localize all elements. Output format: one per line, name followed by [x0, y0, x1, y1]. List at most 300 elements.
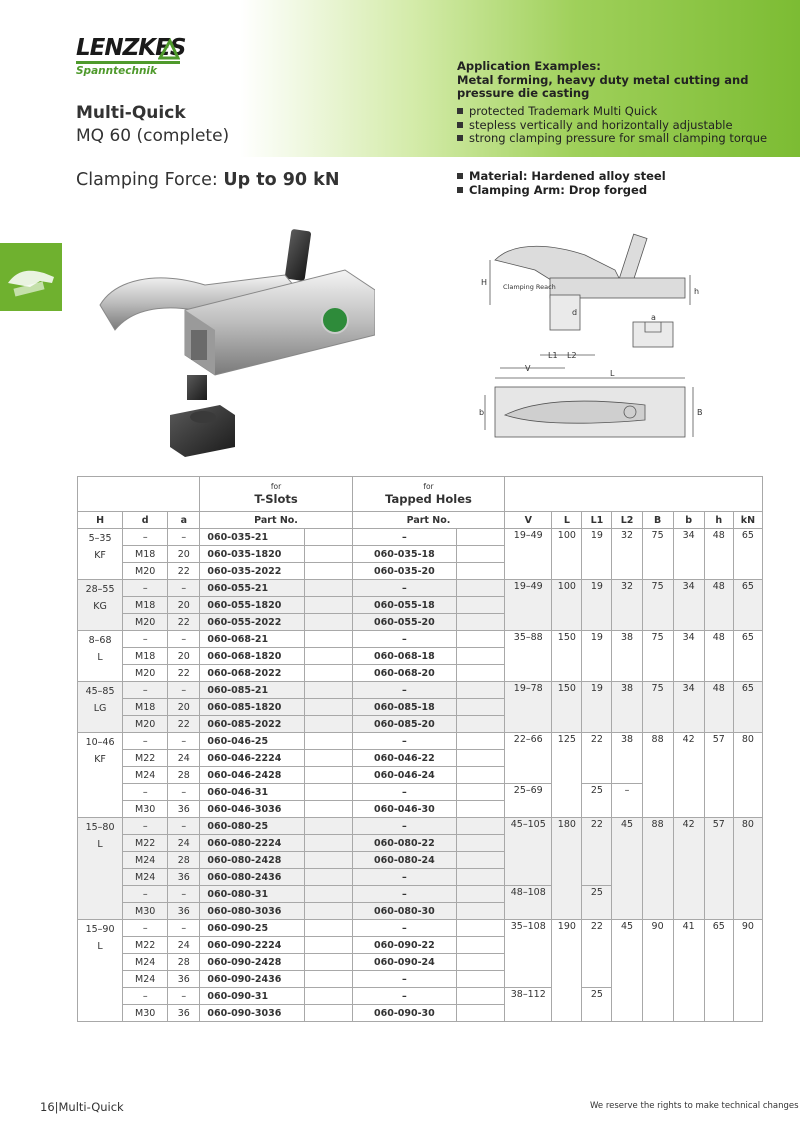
- material-list: [457, 170, 666, 197]
- cell-part-tapped: –: [352, 886, 456, 903]
- cell-d: M24: [123, 954, 168, 971]
- table-row: [78, 920, 763, 937]
- cell-part-tapped: –: [352, 784, 456, 801]
- cell-b: 41: [673, 920, 704, 1022]
- cell-d: M20: [123, 563, 168, 580]
- cell-spacer: [457, 954, 505, 971]
- cell-d: M24: [123, 971, 168, 988]
- cell-part-tapped: 060-035-20: [352, 563, 456, 580]
- cell-d: M30: [123, 1005, 168, 1022]
- application-heading-line1: Application Examples:: [457, 59, 601, 73]
- cell-a: 22: [168, 614, 200, 631]
- cell-spacer: [457, 818, 505, 835]
- cell-part-tslot: 060-080-2224: [200, 835, 304, 852]
- brand-name: LENZKES: [76, 35, 186, 61]
- cell-spacer: [304, 801, 352, 818]
- cell-a: 20: [168, 648, 200, 665]
- cell-a: 22: [168, 716, 200, 733]
- cell-a: –: [168, 733, 200, 750]
- cell-spacer: [304, 954, 352, 971]
- table-row: [78, 580, 763, 597]
- cell-d: M24: [123, 767, 168, 784]
- cell-d: –: [123, 988, 168, 1005]
- cell-spacer: [304, 682, 352, 699]
- cell-spacer: [304, 988, 352, 1005]
- application-heading-line2: Metal forming, heavy duty metal cutting and: [457, 72, 749, 87]
- cell-part-tslot: 060-055-2022: [200, 614, 304, 631]
- cell-V: 25–69: [505, 784, 552, 818]
- cell-d: M20: [123, 716, 168, 733]
- cell-a: 22: [168, 563, 200, 580]
- column-header: L2: [612, 512, 642, 529]
- header-blank: [505, 477, 763, 512]
- cell-kN: 65: [733, 682, 762, 733]
- footer-note: We reserve the rights to make technical changes: [590, 1101, 799, 1111]
- cell-part-tslot: 060-055-1820: [200, 597, 304, 614]
- cell-B: 88: [642, 818, 673, 920]
- cell-spacer: [304, 971, 352, 988]
- cell-part-tapped: 060-080-30: [352, 903, 456, 920]
- cell-a: 20: [168, 546, 200, 563]
- cell-d: M22: [123, 835, 168, 852]
- column-header: B: [642, 512, 673, 529]
- column-header: Part No.: [200, 512, 352, 529]
- cell-L1: 19: [582, 631, 612, 682]
- cell-V: 35–108: [505, 920, 552, 988]
- table-row: [78, 733, 763, 750]
- cell-d: –: [123, 682, 168, 699]
- cell-V: 38–112: [505, 988, 552, 1022]
- cell-spacer: [304, 920, 352, 937]
- spec-table: [77, 476, 763, 1022]
- cell-a: 36: [168, 903, 200, 920]
- cell-part-tapped: 060-085-20: [352, 716, 456, 733]
- cell-part-tapped: –: [352, 971, 456, 988]
- cell-spacer: [457, 750, 505, 767]
- cell-part-tslot: 060-080-31: [200, 886, 304, 903]
- application-heading: [457, 60, 757, 101]
- cell-spacer: [457, 852, 505, 869]
- cell-spacer: [304, 818, 352, 835]
- cell-h: 48: [704, 631, 733, 682]
- cell-a: 24: [168, 835, 200, 852]
- cell-part-tslot: 060-035-1820: [200, 546, 304, 563]
- cell-spacer: [457, 886, 505, 903]
- cell-part-tslot: 060-090-31: [200, 988, 304, 1005]
- cell-part-tslot: 060-090-2436: [200, 971, 304, 988]
- cell-kN: 80: [733, 733, 762, 818]
- cell-b: 34: [673, 682, 704, 733]
- cell-L: 100: [552, 529, 582, 580]
- cell-spacer: [304, 699, 352, 716]
- column-header: a: [168, 512, 200, 529]
- cell-L1: 25: [582, 988, 612, 1022]
- cell-V: 35–88: [505, 631, 552, 682]
- product-photo: [95, 225, 375, 460]
- cell-L: 180: [552, 818, 582, 920]
- cell-spacer: [457, 988, 505, 1005]
- cell-L: 100: [552, 580, 582, 631]
- clamping-force-value: Up to 90 kN: [223, 170, 340, 190]
- cell-part-tapped: 060-080-24: [352, 852, 456, 869]
- label-b: b: [479, 408, 485, 417]
- cell-spacer: [457, 631, 505, 648]
- header-tapped-holes: for Tapped Holes: [352, 477, 504, 512]
- cell-a: 28: [168, 767, 200, 784]
- cell-spacer: [304, 563, 352, 580]
- cell-part-tslot: 060-035-2022: [200, 563, 304, 580]
- header-tslots: for T-Slots: [200, 477, 352, 512]
- cell-b: 42: [673, 818, 704, 920]
- cell-L: 150: [552, 631, 582, 682]
- cell-L2: 45: [612, 920, 642, 1022]
- cell-L1: 25: [582, 784, 612, 818]
- cell-spacer: [457, 971, 505, 988]
- cell-part-tapped: 060-035-18: [352, 546, 456, 563]
- clamp-thumbnail-icon: [0, 243, 62, 311]
- cell-part-tapped: 060-090-30: [352, 1005, 456, 1022]
- cell-part-tslot: 060-090-25: [200, 920, 304, 937]
- cell-spacer: [304, 665, 352, 682]
- material-item: Material: Hardened alloy steel: [457, 170, 666, 184]
- cell-part-tapped: 060-055-20: [352, 614, 456, 631]
- cell-spacer: [304, 835, 352, 852]
- cell-L2: 38: [612, 631, 642, 682]
- cell-L1: 19: [582, 682, 612, 733]
- column-header: h: [704, 512, 733, 529]
- cell-d: M20: [123, 665, 168, 682]
- cell-spacer: [457, 597, 505, 614]
- cell-d: M22: [123, 750, 168, 767]
- cell-H: 5–35 KF: [78, 529, 123, 580]
- cell-spacer: [457, 801, 505, 818]
- cell-L1: 25: [582, 886, 612, 920]
- cell-spacer: [457, 699, 505, 716]
- cell-a: 24: [168, 750, 200, 767]
- cell-spacer: [457, 665, 505, 682]
- table-row: [78, 631, 763, 648]
- cell-spacer: [304, 529, 352, 546]
- cell-a: 36: [168, 869, 200, 886]
- cell-part-tapped: –: [352, 733, 456, 750]
- clamping-force: [76, 170, 339, 190]
- cell-a: 28: [168, 852, 200, 869]
- cell-spacer: [457, 529, 505, 546]
- brand-mark-icon: [158, 38, 180, 60]
- cell-spacer: [457, 869, 505, 886]
- label-L2: L2: [567, 351, 577, 360]
- cell-kN: 90: [733, 920, 762, 1022]
- cell-part-tslot: 060-046-31: [200, 784, 304, 801]
- cell-L2: 38: [612, 733, 642, 784]
- cell-a: –: [168, 529, 200, 546]
- cell-spacer: [304, 614, 352, 631]
- feature-list: [457, 105, 767, 146]
- cell-d: –: [123, 886, 168, 903]
- cell-h: 48: [704, 529, 733, 580]
- cell-d: M30: [123, 801, 168, 818]
- feature-item: protected Trademark Multi Quick: [457, 105, 767, 119]
- cell-part-tslot: 060-085-21: [200, 682, 304, 699]
- cell-part-tapped: 060-068-18: [352, 648, 456, 665]
- cell-part-tapped: –: [352, 682, 456, 699]
- cell-d: M22: [123, 937, 168, 954]
- cell-L1: 22: [582, 818, 612, 886]
- cell-spacer: [457, 648, 505, 665]
- cell-a: –: [168, 682, 200, 699]
- cell-spacer: [304, 750, 352, 767]
- cell-a: 22: [168, 665, 200, 682]
- label-clamping-reach: Clamping Reach: [503, 283, 556, 291]
- cell-spacer: [304, 597, 352, 614]
- page-footer: 16|Multi-Quick: [40, 1100, 124, 1114]
- cell-spacer: [457, 920, 505, 937]
- cell-spacer: [304, 784, 352, 801]
- cell-spacer: [457, 937, 505, 954]
- cell-part-tslot: 060-046-3036: [200, 801, 304, 818]
- cell-a: –: [168, 818, 200, 835]
- cell-H: 10–46 KF: [78, 733, 123, 818]
- cell-part-tslot: 060-046-2224: [200, 750, 304, 767]
- table-row: [78, 818, 763, 835]
- cell-spacer: [304, 648, 352, 665]
- cell-spacer: [304, 580, 352, 597]
- cell-spacer: [457, 546, 505, 563]
- cell-L1: 19: [582, 580, 612, 631]
- cell-b: 34: [673, 631, 704, 682]
- cell-d: M20: [123, 614, 168, 631]
- cell-part-tslot: 060-068-1820: [200, 648, 304, 665]
- cell-h: 65: [704, 920, 733, 1022]
- cell-H: 45–85 LG: [78, 682, 123, 733]
- cell-a: 20: [168, 699, 200, 716]
- cell-B: 88: [642, 733, 673, 818]
- cell-b: 34: [673, 580, 704, 631]
- cell-a: –: [168, 886, 200, 903]
- product-model: MQ 60 (complete): [76, 126, 230, 146]
- column-header: d: [123, 512, 168, 529]
- cell-part-tslot: 060-085-1820: [200, 699, 304, 716]
- cell-part-tslot: 060-090-3036: [200, 1005, 304, 1022]
- cell-spacer: [457, 716, 505, 733]
- cell-spacer: [457, 682, 505, 699]
- cell-V: 22–66: [505, 733, 552, 784]
- cell-h: 57: [704, 733, 733, 818]
- cell-d: –: [123, 818, 168, 835]
- cell-part-tapped: –: [352, 988, 456, 1005]
- cell-L: 150: [552, 682, 582, 733]
- cell-spacer: [457, 580, 505, 597]
- cell-spacer: [457, 1005, 505, 1022]
- label-d: d: [572, 308, 578, 317]
- cell-part-tslot: 060-085-2022: [200, 716, 304, 733]
- cell-part-tslot: 060-046-2428: [200, 767, 304, 784]
- brand-underline: [76, 61, 180, 64]
- cell-part-tapped: –: [352, 869, 456, 886]
- cell-part-tslot: 060-068-2022: [200, 665, 304, 682]
- cell-spacer: [457, 563, 505, 580]
- label-h: h: [694, 287, 700, 296]
- column-header: kN: [733, 512, 762, 529]
- cell-part-tslot: 060-080-2428: [200, 852, 304, 869]
- cell-a: –: [168, 988, 200, 1005]
- cell-spacer: [304, 869, 352, 886]
- cell-part-tapped: –: [352, 631, 456, 648]
- cell-spacer: [304, 903, 352, 920]
- column-header: L1: [582, 512, 612, 529]
- cell-part-tapped: 060-085-18: [352, 699, 456, 716]
- cell-L2: 45: [612, 818, 642, 920]
- cell-spacer: [304, 852, 352, 869]
- cell-part-tapped: 060-046-24: [352, 767, 456, 784]
- section-tab: [0, 243, 62, 311]
- product-name: Multi-Quick: [76, 103, 186, 123]
- cell-part-tapped: 060-046-22: [352, 750, 456, 767]
- cell-part-tapped: 060-090-22: [352, 937, 456, 954]
- cell-d: –: [123, 920, 168, 937]
- cell-L: 190: [552, 920, 582, 1022]
- cell-d: –: [123, 631, 168, 648]
- cell-spacer: [304, 767, 352, 784]
- cell-part-tapped: –: [352, 580, 456, 597]
- brand-sub: Spanntechnik: [76, 65, 158, 77]
- column-header: L: [552, 512, 582, 529]
- header-blank: [78, 477, 200, 512]
- brand-logo: [76, 35, 186, 77]
- column-header: b: [673, 512, 704, 529]
- cell-L2: 32: [612, 529, 642, 580]
- header-row: [78, 477, 763, 512]
- cell-part-tapped: 060-090-24: [352, 954, 456, 971]
- cell-part-tapped: 060-080-22: [352, 835, 456, 852]
- cell-d: –: [123, 733, 168, 750]
- cell-a: –: [168, 920, 200, 937]
- cell-L2: 32: [612, 580, 642, 631]
- cell-d: M18: [123, 648, 168, 665]
- cell-L1: 19: [582, 529, 612, 580]
- cell-L: 125: [552, 733, 582, 818]
- cell-d: –: [123, 580, 168, 597]
- cell-part-tslot: 060-080-3036: [200, 903, 304, 920]
- cell-b: 34: [673, 529, 704, 580]
- cell-a: 28: [168, 954, 200, 971]
- cell-d: M30: [123, 903, 168, 920]
- column-header: V: [505, 512, 552, 529]
- cell-d: M18: [123, 699, 168, 716]
- cell-V: 19–49: [505, 580, 552, 631]
- cell-d: M18: [123, 546, 168, 563]
- label-L1: L1: [548, 351, 558, 360]
- cell-B: 75: [642, 682, 673, 733]
- technical-drawing: [475, 230, 725, 445]
- cell-d: M24: [123, 869, 168, 886]
- clamping-force-label: Clamping Force:: [76, 170, 218, 190]
- application-heading-line3: pressure die casting: [457, 86, 590, 100]
- cell-L1: 22: [582, 920, 612, 988]
- cell-d: M24: [123, 852, 168, 869]
- cell-H: 15–80 L: [78, 818, 123, 920]
- cell-part-tapped: –: [352, 920, 456, 937]
- cell-a: 36: [168, 1005, 200, 1022]
- cell-a: –: [168, 631, 200, 648]
- cell-part-tapped: 060-055-18: [352, 597, 456, 614]
- cell-spacer: [304, 631, 352, 648]
- feature-item: stepless vertically and horizontally adjustable: [457, 119, 767, 133]
- label-B: B: [697, 408, 703, 417]
- cell-spacer: [457, 835, 505, 852]
- column-header-row: [78, 512, 763, 529]
- cell-V: 48–108: [505, 886, 552, 920]
- cell-spacer: [304, 716, 352, 733]
- label-V: V: [525, 364, 531, 373]
- cell-part-tapped: 060-068-20: [352, 665, 456, 682]
- column-header: Part No.: [352, 512, 504, 529]
- cell-kN: 65: [733, 580, 762, 631]
- label-H: H: [481, 278, 488, 287]
- cell-B: 75: [642, 529, 673, 580]
- cell-part-tslot: 060-090-2224: [200, 937, 304, 954]
- cell-B: 75: [642, 580, 673, 631]
- cell-spacer: [457, 784, 505, 801]
- cell-H: 15–90 L: [78, 920, 123, 1022]
- cell-part-tslot: 060-046-25: [200, 733, 304, 750]
- table-row: [78, 682, 763, 699]
- cell-a: 36: [168, 971, 200, 988]
- cell-part-tslot: 060-080-25: [200, 818, 304, 835]
- cell-spacer: [457, 903, 505, 920]
- cell-part-tslot: 060-055-21: [200, 580, 304, 597]
- label-a: a: [651, 313, 656, 322]
- label-L: L: [610, 369, 615, 378]
- cell-h: 48: [704, 682, 733, 733]
- cell-B: 75: [642, 631, 673, 682]
- cell-part-tapped: 060-046-30: [352, 801, 456, 818]
- cell-a: 36: [168, 801, 200, 818]
- cell-kN: 65: [733, 631, 762, 682]
- cell-a: 24: [168, 937, 200, 954]
- cell-spacer: [304, 886, 352, 903]
- cell-L2: –: [612, 784, 642, 818]
- cell-part-tslot: 060-068-21: [200, 631, 304, 648]
- cell-H: 28–55 KG: [78, 580, 123, 631]
- cell-a: –: [168, 784, 200, 801]
- cell-spacer: [457, 614, 505, 631]
- cell-spacer: [457, 767, 505, 784]
- cell-kN: 65: [733, 529, 762, 580]
- cell-d: M18: [123, 597, 168, 614]
- cell-V: 19–78: [505, 682, 552, 733]
- cell-L1: 22: [582, 733, 612, 784]
- cell-a: –: [168, 580, 200, 597]
- cell-L2: 38: [612, 682, 642, 733]
- table-row: [78, 529, 763, 546]
- cell-spacer: [304, 546, 352, 563]
- cell-a: 20: [168, 597, 200, 614]
- cell-spacer: [304, 1005, 352, 1022]
- cell-part-tapped: –: [352, 529, 456, 546]
- cell-part-tapped: –: [352, 818, 456, 835]
- cell-spacer: [457, 733, 505, 750]
- cell-V: 19–49: [505, 529, 552, 580]
- column-header: H: [78, 512, 123, 529]
- cell-spacer: [304, 733, 352, 750]
- cell-B: 90: [642, 920, 673, 1022]
- cell-part-tslot: 060-080-2436: [200, 869, 304, 886]
- cell-H: 8–68 L: [78, 631, 123, 682]
- cell-d: –: [123, 784, 168, 801]
- material-item: Clamping Arm: Drop forged: [457, 184, 666, 198]
- feature-item: strong clamping pressure for small clamping torque: [457, 132, 767, 146]
